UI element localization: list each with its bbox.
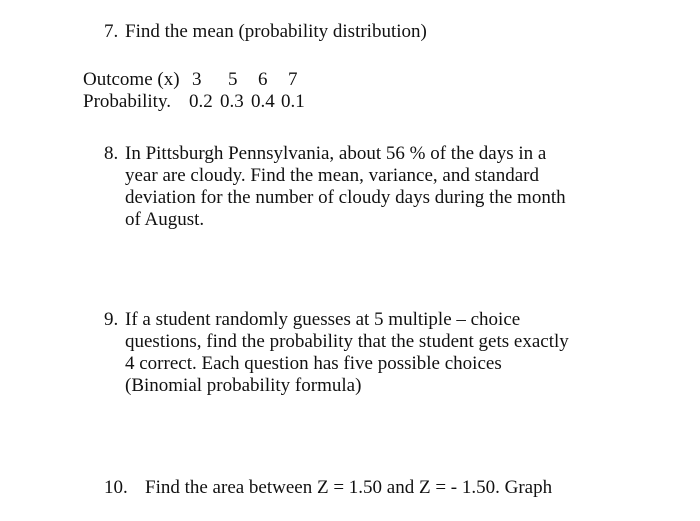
question-7-title: Find the mean (probability distribution) — [125, 21, 427, 42]
outcome-value: 3 — [192, 69, 202, 90]
probability-value: 0.4 — [251, 91, 275, 112]
probability-value: 0.3 — [220, 91, 244, 112]
probability-row-label: Probability. — [83, 91, 171, 112]
question-9-number: 9. — [104, 309, 119, 330]
probability-value: 0.2 — [189, 91, 213, 112]
question-9-body — [125, 309, 569, 397]
question-8-number: 8. — [104, 143, 119, 164]
question-10-text: Find the area between Z = 1.50 and Z = - 1.50. Graph — [145, 477, 553, 498]
question-8-line: deviation for the number of cloudy days during the month — [125, 187, 566, 208]
outcome-row-label: Outcome (x) — [83, 69, 180, 90]
question-8-line: of August. — [125, 209, 205, 230]
question-9-line: questions, find the probability that the student gets exactly — [125, 331, 569, 352]
outcome-value: 5 — [228, 69, 238, 90]
question-8-line: year are cloudy. Find the mean, variance, and standard — [125, 165, 539, 186]
question-9-line: If a student randomly guesses at 5 multiple – choice — [125, 309, 521, 330]
question-8-line: In Pittsburgh Pennsylvania, about 56 % of the days in a — [125, 143, 547, 164]
question-10-number: 10. — [104, 477, 128, 498]
probability-value: 0.1 — [281, 91, 305, 112]
question-9-line: 4 correct. Each question has five possible choices — [125, 353, 502, 374]
question-8-body — [125, 143, 566, 231]
question-9-line: (Binomial probability formula) — [125, 375, 362, 396]
outcome-value: 6 — [258, 69, 268, 90]
outcome-value: 7 — [288, 69, 298, 90]
question-7-number: 7. — [104, 21, 119, 42]
